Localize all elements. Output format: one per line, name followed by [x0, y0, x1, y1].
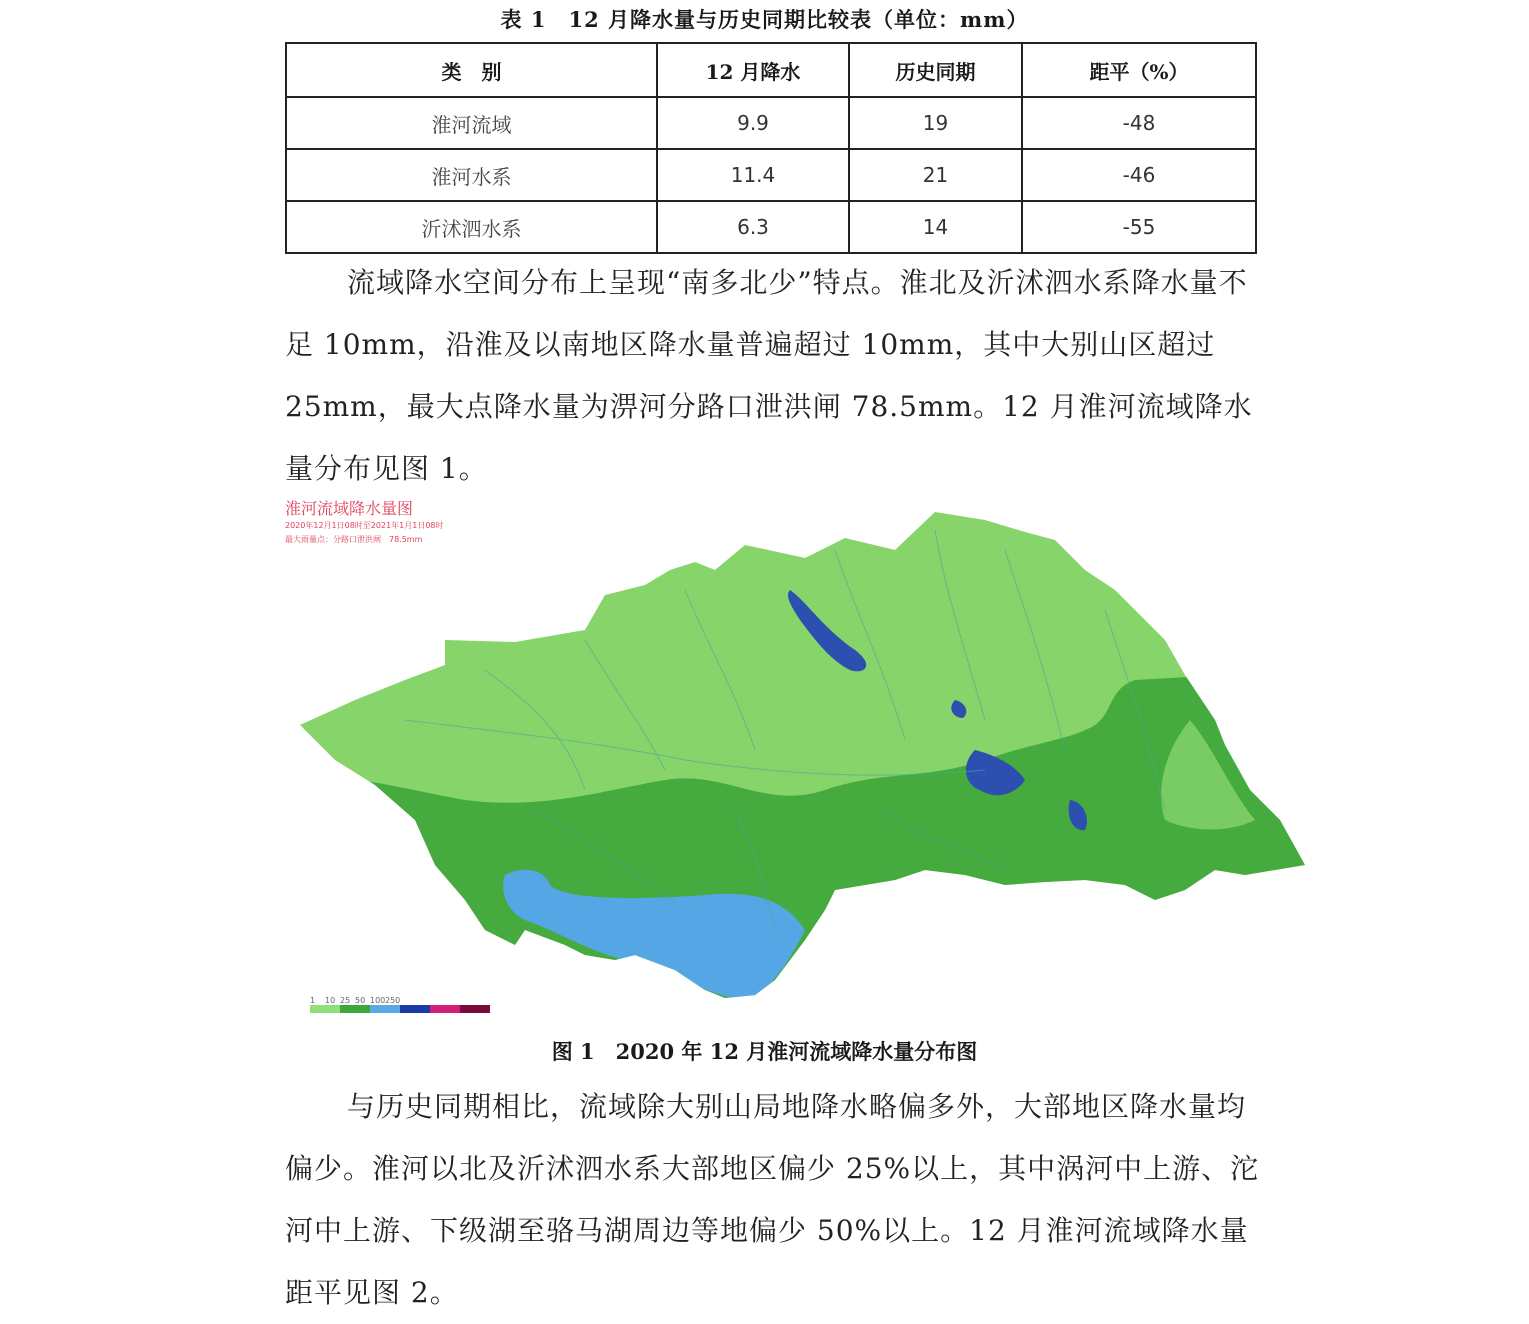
row-category: 沂沭泗水系	[286, 201, 657, 253]
legend-color-bar	[310, 1005, 490, 1013]
table-row	[286, 97, 1256, 149]
map-legend	[310, 996, 490, 1013]
precipitation-map	[285, 490, 1315, 1020]
figure-caption: 图 1 2020 年 12 月淮河流域降水量分布图	[551, 1039, 978, 1064]
row-category: 淮河水系	[286, 149, 657, 201]
legend-swatch	[340, 1005, 370, 1013]
comparison-table	[285, 42, 1257, 254]
map-title: 淮河流域降水量图	[285, 499, 414, 518]
table-row	[286, 201, 1256, 253]
table-header-row	[286, 43, 1256, 97]
row-december-precip: 11.4	[657, 149, 849, 201]
row-category: 淮河流域	[286, 97, 657, 149]
header-anomaly: 距平（%）	[1022, 43, 1256, 97]
legend-swatch	[370, 1005, 400, 1013]
header-category: 类 别	[286, 43, 657, 97]
row-anomaly: -48	[1022, 97, 1256, 149]
legend-swatch	[310, 1005, 340, 1013]
paragraph-2	[285, 1076, 1260, 1324]
legend-tick: 10	[325, 996, 336, 1005]
legend-tick: 50	[355, 996, 366, 1005]
row-anomaly: -46	[1022, 149, 1256, 201]
table-row	[286, 149, 1256, 201]
paragraph-1-text: 流域降水空间分布上呈现“南多北少”特点。淮北及沂沭泗水系降水量不足 10mm，沿淮及以南地区降水量普遍超过 10mm，其中大别山区超过 25mm，最大点降水量为淠河分路口泄洪闸 78.5mm。12 月淮河流域降水量分布见图 1。	[285, 266, 1253, 485]
legend-tick: 1	[310, 996, 316, 1005]
legend-tick: 100	[370, 996, 386, 1005]
paragraph-1	[285, 252, 1260, 500]
map-subtitle-max: 最大雨量点：分路口泄洪闸 78.5mm	[285, 535, 423, 544]
row-anomaly: -55	[1022, 201, 1256, 253]
legend-swatch	[460, 1005, 490, 1013]
header-december-precip: 12 月降水	[657, 43, 849, 97]
legend-swatch	[430, 1005, 460, 1013]
row-december-precip: 6.3	[657, 201, 849, 253]
row-historical: 19	[849, 97, 1022, 149]
table-title: 表 1 12 月降水量与历史同期比较表（单位：mm）	[500, 7, 1029, 32]
row-december-precip: 9.9	[657, 97, 849, 149]
row-historical: 14	[849, 201, 1022, 253]
row-historical: 21	[849, 149, 1022, 201]
header-historical: 历史同期	[849, 43, 1022, 97]
legend-tick: 250	[385, 996, 401, 1005]
legend-tick: 25	[340, 996, 351, 1005]
legend-swatch	[400, 1005, 430, 1013]
map-subtitle-period: 2020年12月1日08时至2021年1月1日08时	[285, 521, 444, 530]
precipitation-map-figure	[285, 490, 1315, 1020]
paragraph-2-text: 与历史同期相比，流域除大别山局地降水略偏多外，大部地区降水量均偏少。淮河以北及沂沭泗水系大部地区偏少 25%以上，其中涡河中上游、沱河中上游、下级湖至骆马湖周边等地偏少 50%以上。12 月淮河流域降水量距平见图 2。	[285, 1090, 1260, 1309]
